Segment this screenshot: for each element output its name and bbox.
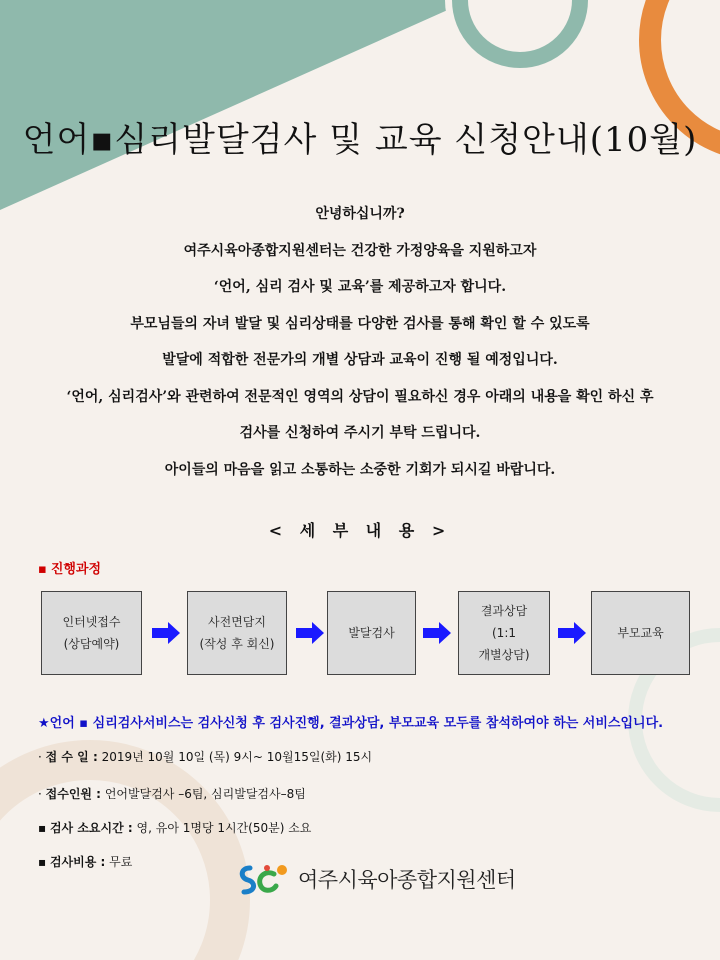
step-line: 결과상담 [480, 604, 528, 618]
step-line: 개별상담) [478, 648, 530, 662]
info-capacity [38, 785, 306, 802]
right-arrow-icon [152, 622, 180, 644]
info-label: 접 수 일 : [45, 750, 98, 764]
info-value: 무료 [109, 855, 133, 869]
center-logo-icon [236, 862, 292, 896]
info-value: 영, 유아 1명당 1시간(50분) 소요 [136, 821, 312, 835]
info-label: 검사비용 : [49, 855, 106, 869]
info-label: 검사 소요시간 : [49, 821, 133, 835]
intro-line: 안녕하십니까? [315, 206, 405, 222]
square-bullet-icon: ▪ [38, 855, 50, 869]
dot-bullet-icon: · [38, 787, 46, 801]
step-line: (상담예약) [63, 637, 120, 651]
info-value: 2019년 10월 10일 (목) 9시~ 10월15일(화) 15시 [101, 750, 373, 764]
step-line: 부모교육 [617, 626, 664, 640]
intro-line: ‘언어, 심리 검사 및 교육’를 제공하고자 합니다. [213, 279, 507, 295]
info-period [38, 748, 372, 765]
info-label: 접수인원 : [45, 787, 101, 801]
info-duration [38, 819, 311, 836]
intro-text [20, 206, 700, 498]
step-line: 인터넷접수 [62, 615, 121, 629]
right-arrow-icon [296, 622, 324, 644]
center-logo-text: 여주시육아종합지원센터 [298, 868, 516, 892]
intro-line: 검사를 신청하여 주시기 부탁 드립니다. [239, 425, 481, 441]
step-line: 사전면담지 [208, 615, 266, 629]
star-icon: ★ [38, 716, 50, 731]
notice-text: 언어 ▪ 심리검사서비스는 검사신청 후 검사진행, 결과상담, 부모교육 모두를 참석하여야 하는 서비스입니다. [49, 716, 664, 731]
right-arrow-icon [558, 622, 586, 644]
process-label [38, 558, 101, 577]
detail-heading: < 세 부 내 용 > [268, 521, 452, 540]
square-bullet-icon: ▪ [38, 562, 47, 577]
intro-line: 부모님들의 자녀 발달 및 심리상태를 다양한 검사를 통해 확인 할 수 있도록 [130, 315, 590, 332]
intro-line: 발달에 적합한 전문가의 개별 상담과 교육이 진행 될 예정입니다. [162, 352, 558, 368]
dot-bullet-icon: · [38, 750, 46, 764]
step-line: 발달검사 [348, 626, 395, 640]
page-title: 언어▪심리발달검사 및 교육 신청안내(10월) [22, 120, 698, 160]
process-label-text: 진행과정 [50, 562, 102, 577]
process-step-pre-interview [187, 591, 287, 675]
service-notice [38, 712, 663, 731]
square-bullet-icon: ▪ [38, 821, 50, 835]
right-arrow-icon [423, 622, 451, 644]
intro-line: 아이들의 마음을 읽고 소통하는 소중한 기회가 되시길 바랍니다. [164, 461, 556, 478]
step-line: (1:1 [492, 626, 516, 640]
info-value: 언어발달검사 –6팀, 심리발달검사–8팀 [104, 787, 306, 801]
intro-line: 여주시육아종합지원센터는 건강한 가정양육을 지원하고자 [183, 242, 537, 259]
process-step-online-registration [41, 591, 142, 675]
process-step-result-consultation [458, 591, 550, 675]
process-step-parent-education [591, 591, 690, 675]
process-step-development-test [327, 591, 416, 675]
intro-line: ‘언어, 심리검사’와 관련하여 전문적인 영역의 상담이 필요하신 경우 아래의 내용을 확인 하신 후 [66, 388, 654, 405]
info-cost [38, 853, 132, 870]
center-logo [236, 862, 516, 896]
step-line: (작성 후 회신) [199, 637, 275, 651]
